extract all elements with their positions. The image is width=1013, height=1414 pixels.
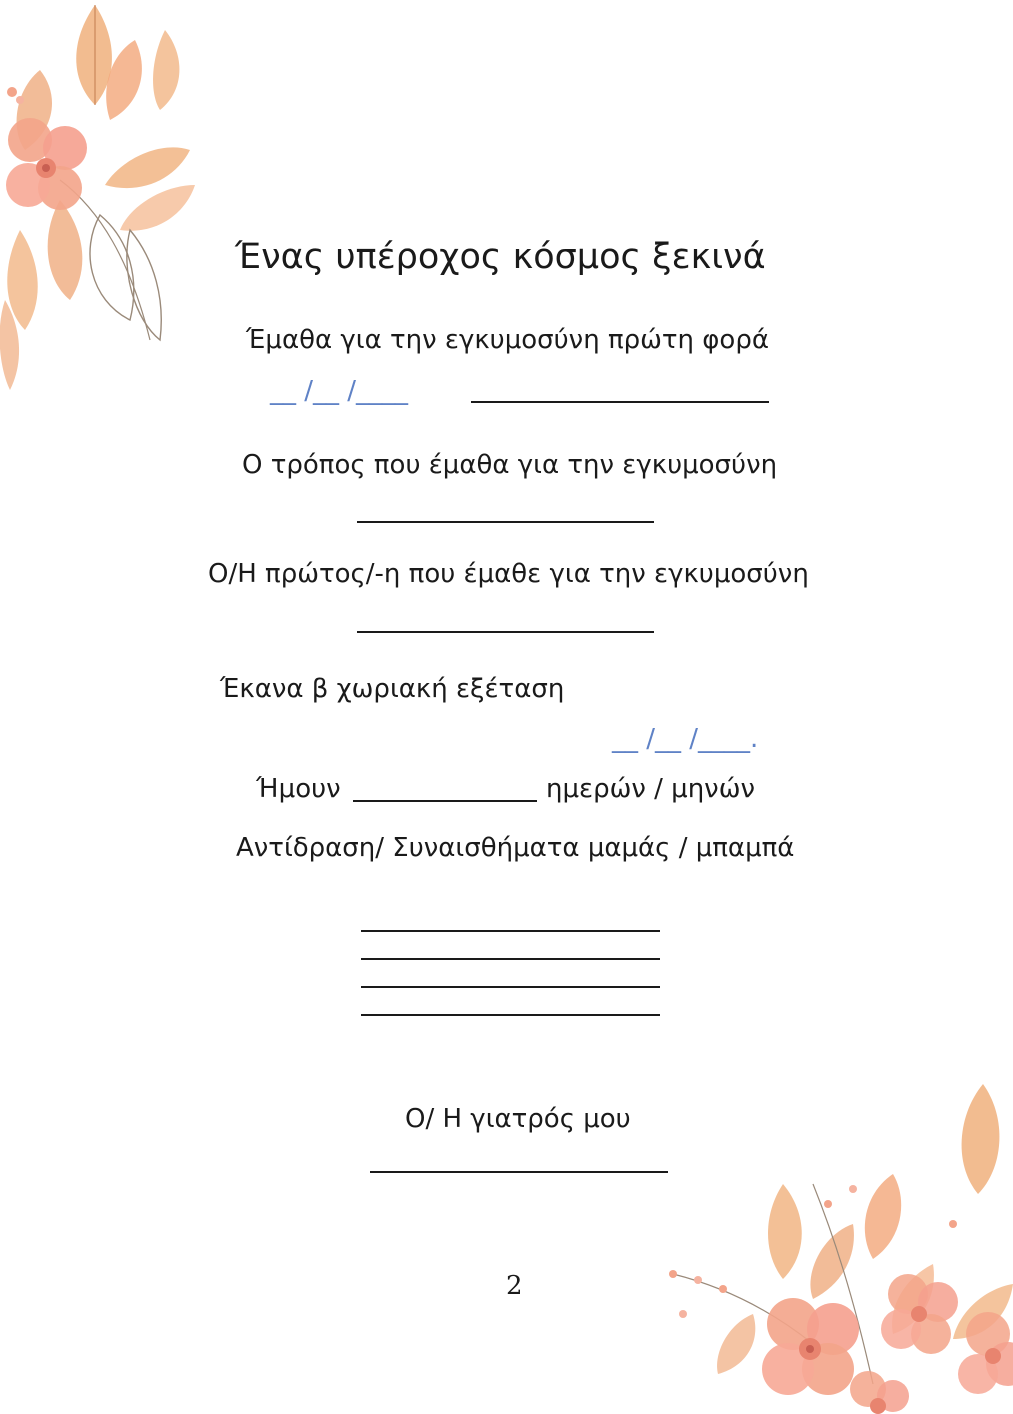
ultrasound-label: Έκανα β χωριακή εξέταση [220,674,565,704]
flower-icon [6,118,87,210]
way-learned-answer-line[interactable] [357,521,654,523]
way-learned-label: Ο τρόπος που έμαθα για την εγκυμοσύνη [242,450,778,480]
reaction-answer-line-4[interactable] [361,1014,660,1016]
flower-bud-icon [7,87,24,104]
doctor-answer-line[interactable] [370,1171,668,1173]
reaction-answer-line-2[interactable] [361,958,660,960]
page-number: 2 [506,1271,523,1301]
leaf-icon [0,5,195,390]
first-person-answer-line[interactable] [357,631,654,633]
first-person-label: Ο/Η πρώτος/-η που έμαθε για την εγκυμοσύνη [208,559,809,589]
flower-icon [881,1274,958,1354]
reaction-label: Αντίδραση/ Συναισθήματα μαμάς / μπαμπά [236,833,795,863]
reaction-answer-line-3[interactable] [361,986,660,988]
flower-icon [958,1312,1013,1394]
leaf-icon [673,1084,1013,1384]
page-title: Ένας υπέροχος κόσμος ξεκινά [235,237,766,277]
gestation-prefix-label: Ήμουν [256,774,341,804]
gestation-answer-line[interactable] [353,800,537,802]
floral-decoration-top-left [0,0,240,400]
first-learned-answer-line[interactable] [471,401,769,403]
first-learned-date-field[interactable]: __ /__ /____ [270,376,409,406]
flower-icon [850,1371,909,1414]
flower-icon [762,1298,859,1395]
flower-bud-icon [669,1185,957,1318]
ultrasound-date-field[interactable]: __ /__ /____. [612,724,759,754]
reaction-answer-line-1[interactable] [361,930,660,932]
doctor-label: Ο/ Η γιατρός μου [405,1104,631,1134]
floral-decoration-bottom-right [653,1084,1013,1414]
first-learned-label: Έμαθα για την εγκυμοσύνη πρώτη φορά [246,325,769,355]
gestation-unit-label: ημερών / μηνών [546,774,756,804]
